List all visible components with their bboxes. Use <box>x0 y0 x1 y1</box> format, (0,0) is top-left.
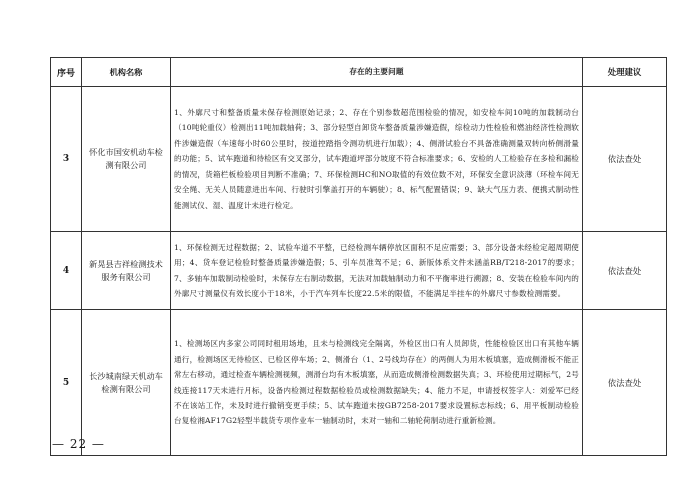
org-name: 新晃县吉祥检测技术服务有限公司 <box>82 232 171 310</box>
row-number: 4 <box>51 232 82 310</box>
row-number: 3 <box>51 87 82 232</box>
issue-text: 1、环保检测无过程数据；2、试验车道不平整，已经检测车辆停放区面积不足应需要；3、部分设备未经检定超周期使用；4、货车登记检验时整备质量涉嫌造假；5、引车员准驾不足；6、新版体系文件未涵盖RB/T218-2017的要求；7、多轴车加载制动检验时，未保存左右制动数据，无法对加载轴制动力和不平衡率进行溯源；8、安装在检验车间内的外廓尺寸测量仪有效长度小于18米，小于汽车列车长度22.5米的限值，不能满足半挂车的外廓尺寸参数检测需要。 <box>171 232 583 310</box>
advice-text: 依法查处 <box>583 310 667 456</box>
org-name: 长沙城南绿天机动车检测有限公司 <box>82 310 171 456</box>
table-row <box>51 232 667 310</box>
page-number: — 22 — <box>52 437 105 451</box>
advice-text: 依法查处 <box>583 87 667 232</box>
table-row <box>51 87 667 232</box>
document-page <box>50 57 648 456</box>
issue-text: 1、检测场区内多家公司同时租用场地，且未与检测线完全隔离，外检区出口有人员卸货，性能检验区出口有其他车辆通行，检测场区无待检区、已检区停车场；2、侧滑台（1、2号线均存在）的两侧人为用木板填塞，造成侧滑板不能正常左右移动，通过检查车辆检测视频，测滑台均有木板填塞，从而造成侧滑检测数据失真；3、环检使用过期标气，2号线连接117天未进行月标，设备内检测过程数据检验员或检测数据缺失；4、能力不足，申请授权签字人：刘爱军已经不在该站工作，未及时进行撤销变更手续；5、试车跑道未按GB7258-2017要求设置标志标线；6、用平板制动检验台复检湘AF17G2轻型半载货专项作业车一轴制动时，未对一轴和二轴轮荷制动进行重新检测。 <box>171 310 583 456</box>
org-name: 怀化市国安机动车检测有限公司 <box>82 87 171 232</box>
inspection-table <box>50 57 667 456</box>
header-issue: 存在的主要问题 <box>171 58 583 87</box>
issue-text: 1、外廓尺寸和整备质量未保存检测原始记录；2、存在个别参数超范围检验的情况，如安检车间10吨的加载制动台（10吨轮重仪）检测出11吨加载轴荷；3、部分轻型自卸货车整备质量涉嫌造假，综检动力性检验和燃油经济性检测软件涉嫌造假（车速每小时60公里时，按道控踏指令测功机进行加载）；4、侧滑试验台不具备准确测量双转向桥侧滑量的功能；5、试车跑道和待检区有交叉部分，试车跑道坪部分坡度不符合标准要求；6、安检的人工检验存在多检和漏检的情况，货箱栏板检验项目判断不准确；7、环保检测HC和NO取值的有效位数不对，环保安全意识淡薄（环检车间无安全绳、无关人员随意进出车间、行驶时引擎盖打开的车辆驶）；8、标气配置错误；9、缺大气压力表、便携式制动性能测试仪、湿、温度计未进行检定。 <box>171 87 583 232</box>
table-row <box>51 310 667 456</box>
header-advice: 处理建议 <box>583 58 667 87</box>
advice-text: 依法查处 <box>583 232 667 310</box>
header-org: 机构名称 <box>82 58 171 87</box>
header-no: 序号 <box>51 58 82 87</box>
table-header-row <box>51 58 667 87</box>
row-number: 5 <box>51 310 82 456</box>
